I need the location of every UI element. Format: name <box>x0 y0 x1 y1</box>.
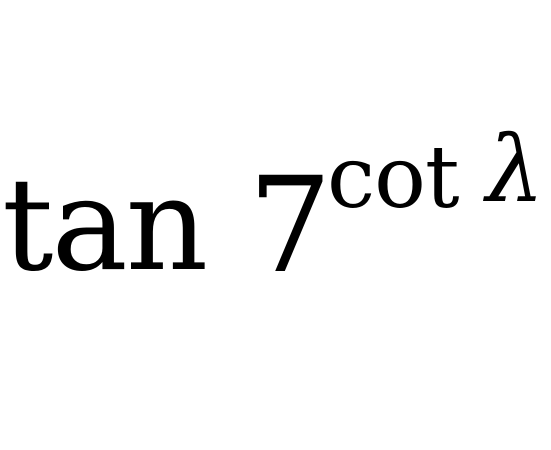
base-number: 7 <box>248 149 332 303</box>
tan-function: tan <box>2 151 207 300</box>
exponent-cot-function: cot <box>327 128 459 228</box>
exponent-lambda-variable: λ <box>486 116 545 223</box>
